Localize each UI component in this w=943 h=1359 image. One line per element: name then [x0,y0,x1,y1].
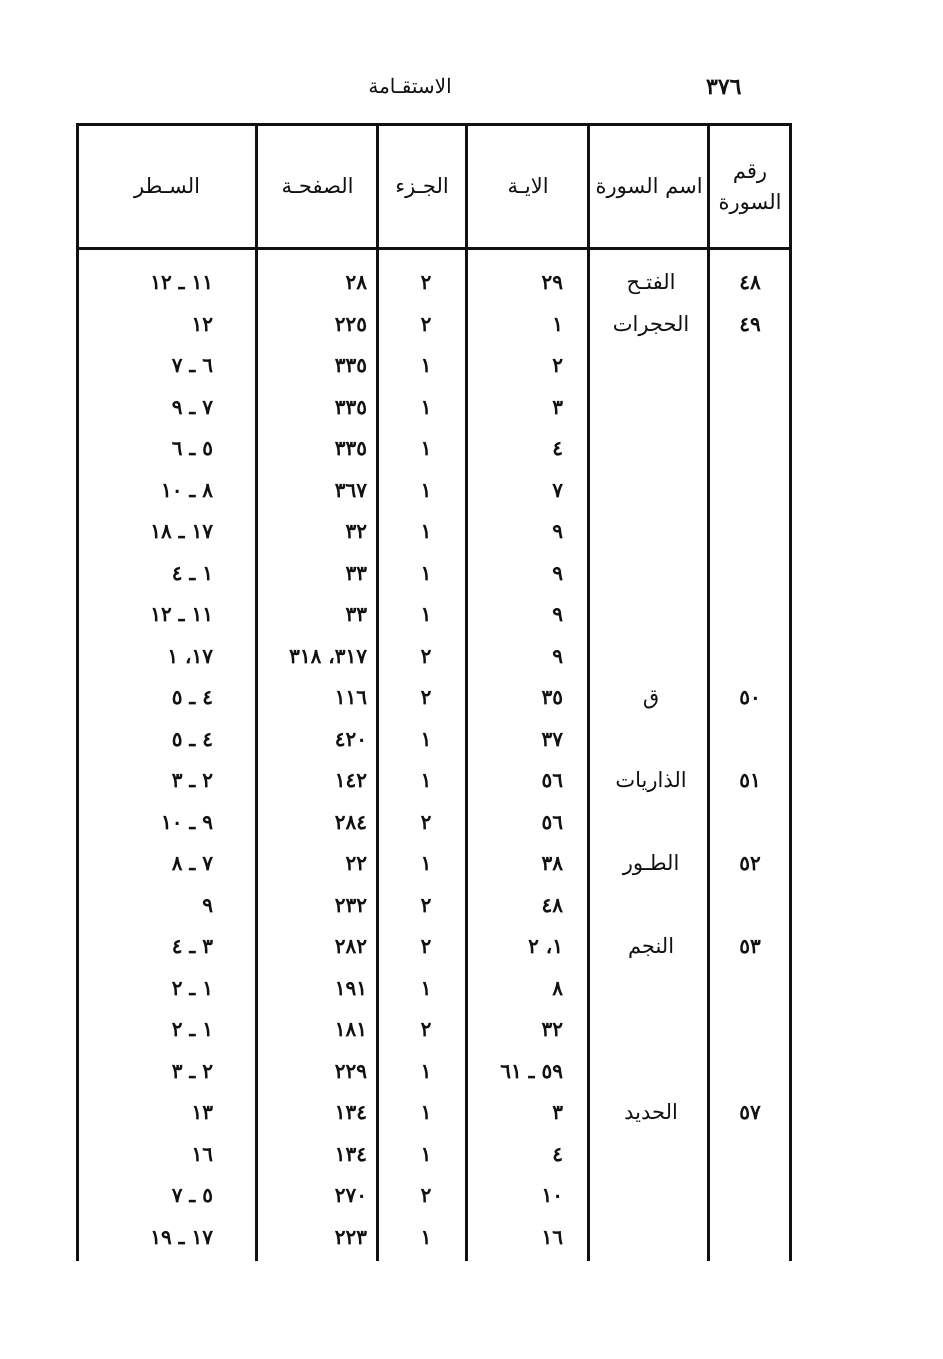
surah-name-cell: ق [642,685,660,709]
line-cell: ٧ ـ ٨ [171,851,213,875]
table-row [79,926,789,968]
table-row [79,885,789,927]
page-cell: ٢٨ [345,270,367,294]
table-row [79,428,789,470]
table-body [79,262,789,1258]
line-cell: ١١ ـ ١٢ [150,602,213,626]
table-row [79,262,789,304]
surah-number-cell [711,428,789,470]
line-cell: ٤ ـ ٥ [171,726,213,751]
surah-number-cell [711,802,789,844]
juz-cell: ١ [420,394,432,419]
surah-name-cell [591,1134,711,1176]
table-row [79,1092,789,1134]
table-row [79,1009,789,1051]
surah-name-cell [591,968,711,1010]
surah-name-cell [591,553,711,595]
aya-cell: ٨ [552,975,563,1000]
surah-name-cell [591,387,711,429]
header-aya: الايـة [507,174,549,198]
line-cell: ١ ـ ٢ [171,1017,213,1041]
line-cell: ٦ ـ ٧ [171,353,213,377]
surah-number-cell [711,1175,789,1217]
table-row [79,1051,789,1093]
surah-number-cell [711,1134,789,1176]
line-cell: ٣ ـ ٤ [171,934,213,958]
page-cell: ٣١٧، ٣١٨ [289,643,367,668]
aya-cell: ٩ [552,560,563,585]
page-cell: ٢٨٤ [334,809,367,834]
aya-cell: ١، ٢ [528,934,563,958]
line-cell: ٢ ـ ٣ [171,1058,213,1083]
aya-cell: ٤ [552,1141,563,1166]
table-row [79,553,789,595]
page-cell: ٣٣ [345,602,367,626]
juz-cell: ١ [420,1141,432,1166]
aya-cell: ٥٦ [541,809,563,834]
line-cell: ١٦ [191,1141,213,1166]
page-cell: ١١٦ [334,685,367,709]
page-cell: ١٣٤ [334,1141,367,1166]
table-row [79,719,789,761]
table-row [79,345,789,387]
juz-cell: ١ [420,768,432,792]
page-cell: ٣٣٥ [334,394,367,419]
juz-cell: ١ [420,1058,432,1083]
surah-number-cell: ٥١ [739,768,761,792]
table-row [79,594,789,636]
surah-number-cell: ٥٧ [739,1100,761,1124]
surah-number-cell [711,1051,789,1093]
page-cell: ٢٨٢ [334,934,367,958]
table-row [79,304,789,346]
surah-name-cell [591,1051,711,1093]
line-cell: ١ ـ ٤ [171,560,213,585]
surah-number-cell: ٥٢ [739,851,761,875]
aya-cell: ٩ [552,519,563,543]
line-cell: ٧ ـ ٩ [171,394,213,419]
line-cell: ١ ـ ٢ [171,975,213,1000]
aya-cell: ١٠ [541,1183,563,1207]
juz-cell: ٢ [420,1183,432,1207]
line-cell: ١٧، ١ [167,643,213,668]
surah-name-cell [591,802,711,844]
aya-cell: ٧ [552,477,563,502]
line-cell: ١٧ ـ ١٨ [150,519,213,543]
juz-cell: ١ [420,726,432,751]
line-cell: ٤ ـ ٥ [171,685,213,709]
aya-cell: ٩ [552,643,563,668]
juz-cell: ٢ [420,892,432,917]
page-cell: ٢٢٣ [334,1224,367,1249]
table-row [79,511,789,553]
table-row [79,677,789,719]
header-surah-name: اسم السورة [595,174,703,198]
surah-name-cell [591,885,711,927]
line-cell: ١١ ـ ١٢ [150,270,213,294]
page-cell: ٣٣ [345,560,367,585]
juz-cell: ١ [420,353,432,377]
surah-name-cell [591,1175,711,1217]
juz-cell: ٢ [420,270,432,294]
page-cell: ٣٣٥ [334,353,367,377]
running-title: الاستقـامة [368,74,452,98]
table-row [79,470,789,512]
surah-number-cell [711,968,789,1010]
surah-number-cell [711,470,789,512]
page-cell: ١٤٢ [334,768,367,792]
juz-cell: ٢ [420,1017,432,1041]
aya-cell: ٣ [552,1100,563,1124]
juz-cell: ٢ [420,809,432,834]
aya-cell: ٩ [552,602,563,626]
table-row [79,843,789,885]
surah-name-cell: الذاريات [615,768,687,792]
surah-name-cell [591,594,711,636]
surah-number-cell: ٥٣ [739,934,761,958]
surah-name-cell: الطـور [622,851,680,875]
header-surah-number: رقم السورة [718,158,782,214]
juz-cell: ٢ [420,643,432,668]
aya-cell: ٣٨ [541,851,563,875]
juz-cell: ١ [420,1100,432,1124]
juz-cell: ٢ [420,934,432,958]
aya-cell: ٥٦ [541,768,563,792]
aya-cell: ١ [552,311,563,336]
page-number: ٣٧٦ [706,74,742,100]
page-cell: ٢٣٢ [334,892,367,917]
header-page: الصفحـة [281,174,354,198]
juz-cell: ١ [420,1224,432,1249]
header-divider [79,247,789,250]
surah-name-cell [591,470,711,512]
surah-name-cell [591,428,711,470]
line-cell: ١٢ [191,311,213,336]
surah-name-cell: الفتـح [626,270,676,294]
surah-number-cell: ٤٩ [739,311,761,336]
table-row [79,760,789,802]
table-row [79,1134,789,1176]
page-cell: ٤٢٠ [334,726,367,751]
surah-number-cell: ٥٠ [739,685,761,709]
surah-number-cell: ٤٨ [739,270,761,294]
table-row [79,1217,789,1259]
page-cell: ٢٢٩ [334,1058,367,1083]
surah-name-cell [591,636,711,678]
page-cell: ٣٣٥ [334,436,367,460]
surah-number-cell [711,511,789,553]
surah-name-cell [591,345,711,387]
surah-number-cell [711,636,789,678]
juz-cell: ١ [420,975,432,1000]
surah-name-cell [591,719,711,761]
surah-number-cell [711,885,789,927]
header-juz: الجـزء [395,174,449,198]
surah-name-cell: الحديد [624,1100,678,1124]
line-cell: ٩ ـ ١٠ [160,809,213,834]
line-cell: ٩ [202,892,213,917]
juz-cell: ١ [420,436,432,460]
surah-number-cell [711,553,789,595]
surah-number-cell [711,387,789,429]
line-cell: ٥ ـ ٦ [171,436,213,460]
surah-number-cell [711,594,789,636]
surah-name-cell [591,1009,711,1051]
line-cell: ١٧ ـ ١٩ [150,1224,213,1249]
surah-name-cell: النجم [627,934,675,958]
juz-cell: ١ [420,519,432,543]
aya-cell: ٤ [552,436,563,460]
surah-name-cell: الحجرات [612,311,690,336]
page-cell: ١٩١ [334,975,367,1000]
header-line: السـطر [134,174,200,198]
line-cell: ١٣ [191,1100,213,1124]
page-cell: ٣٢ [345,519,367,543]
table-row [79,636,789,678]
surah-number-cell [711,1009,789,1051]
surah-number-cell [711,1217,789,1259]
page-cell: ١٨١ [334,1017,367,1041]
page-cell: ٣٦٧ [334,477,367,502]
aya-cell: ٣ [552,394,563,419]
aya-cell: ٢ [552,353,563,377]
juz-cell: ٢ [420,311,432,336]
aya-cell: ٢٩ [541,270,563,294]
page-cell: ٢٧٠ [334,1183,367,1207]
aya-cell: ٣٥ [541,685,563,709]
surah-number-cell [711,719,789,761]
surah-number-cell [711,345,789,387]
line-cell: ٨ ـ ١٠ [160,477,213,502]
verse-index-table [76,123,792,1261]
juz-cell: ١ [420,602,432,626]
table-row [79,802,789,844]
juz-cell: ١ [420,560,432,585]
aya-cell: ٥٩ ـ ٦١ [500,1058,563,1083]
page-cell: ٢٢ [345,851,367,875]
table-row [79,387,789,429]
surah-name-cell [591,511,711,553]
line-cell: ٢ ـ ٣ [171,768,213,792]
aya-cell: ٣٧ [541,726,563,751]
aya-cell: ٤٨ [541,892,563,917]
aya-cell: ١٦ [541,1224,563,1249]
line-cell: ٥ ـ ٧ [171,1183,213,1207]
table-header [79,126,789,247]
table-row [79,1175,789,1217]
table-row [79,968,789,1010]
page-cell: ١٣٤ [334,1100,367,1124]
surah-name-cell [591,1217,711,1259]
page-header [0,70,943,104]
juz-cell: ١ [420,851,432,875]
page-cell: ٢٢٥ [334,311,367,336]
aya-cell: ٣٢ [541,1017,563,1041]
juz-cell: ٢ [420,685,432,709]
juz-cell: ١ [420,477,432,502]
